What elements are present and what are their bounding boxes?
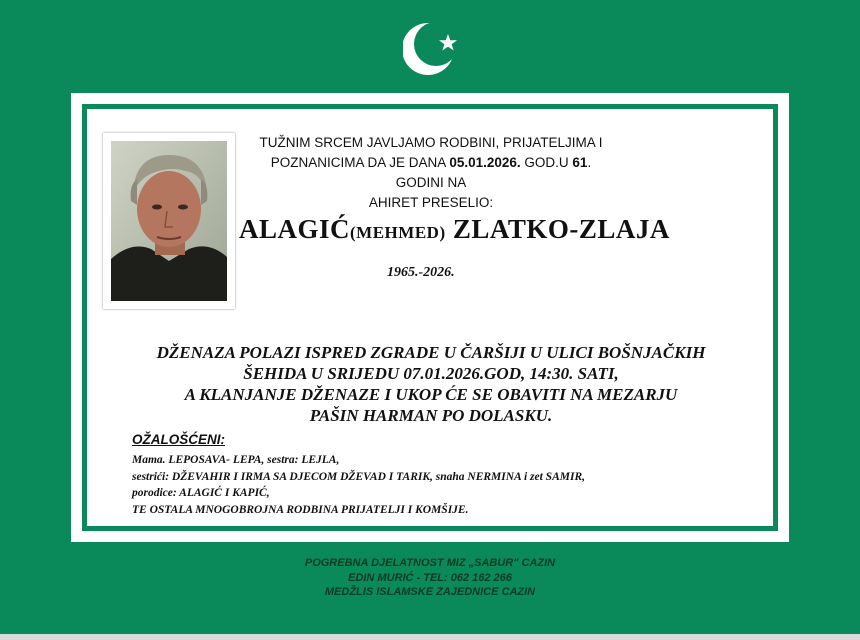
announcement-segment: POZNANICIMA DA JE DANA	[270, 155, 450, 170]
funeral-line: DŽENAZA POLAZI ISPRED ZGRADE U ČARŠIJI U ULICI BOŠNJAČKIH	[156, 343, 706, 362]
father-name: (MEHMED)	[350, 223, 446, 242]
given-names: ZLATKO-ZLAJA	[445, 214, 670, 244]
funeral-details	[111, 342, 751, 426]
mourners-line: Mama. LEPOSAVA- LEPA, sestra: LEJLA,	[132, 454, 340, 466]
life-years: 1965.-2026.	[387, 265, 455, 280]
surname: ALAGIĆ	[239, 214, 351, 244]
mourners-title: OŽALOŠĆENI:	[132, 432, 225, 447]
obituary-panel	[71, 93, 789, 542]
announcement-line	[251, 153, 611, 193]
portrait-photo	[111, 141, 227, 301]
announcement-segment: . GODINI NA	[395, 155, 592, 190]
deceased-name	[239, 214, 699, 245]
age: 61	[572, 155, 588, 170]
crescent-star-icon	[403, 19, 459, 77]
funeral-line: ŠEHIDA U SRIJEDU 07.01.2026.GOD, 14:30. SATI,	[243, 364, 619, 383]
footer-line: EDIN MURIĆ - TEL: 062 162 266	[348, 571, 512, 584]
funeral-line: A KLANJANJE DŽENAZE I UKOP ĆE SE OBAVITI NA MEZARJU	[184, 385, 678, 404]
announcement-line: AHIRET PRESELIO:	[368, 195, 494, 210]
mourners-line: porodice: ALAGIĆ I KAPIĆ,	[132, 487, 270, 499]
funeral-service-footer	[230, 556, 630, 600]
announcement-line: TUŽNIM SRCEM JAVLJAMO RODBINI, PRIJATELJIMA I	[259, 135, 603, 150]
mourners-line: sestrići: DŽEVAHIR I IRMA SA DJECOM DŽEVAD I TARIK, snaha NERMINA i zet SAMIR,	[132, 470, 585, 483]
mourners-list	[132, 452, 732, 518]
bottom-strip	[0, 634, 860, 640]
announcement-text	[251, 133, 611, 213]
portrait-frame	[103, 133, 235, 309]
funeral-line: PAŠIN HARMAN PO DOLASKU.	[309, 406, 553, 425]
announcement-segment: GOD.U	[520, 155, 573, 170]
footer-line: MEDŽLIS ISLAMSKE ZAJEDNICE CAZIN	[324, 586, 536, 598]
footer-line: POGREBNA DJELATNOST MIZ „SABUR" CAZIN	[304, 557, 556, 569]
date-of-death: 05.01.2026.	[449, 155, 521, 170]
mourners-line: TE OSTALA MNOGOBROJNA RODBINA PRIJATELJI I KOMŠIJE.	[132, 503, 469, 516]
